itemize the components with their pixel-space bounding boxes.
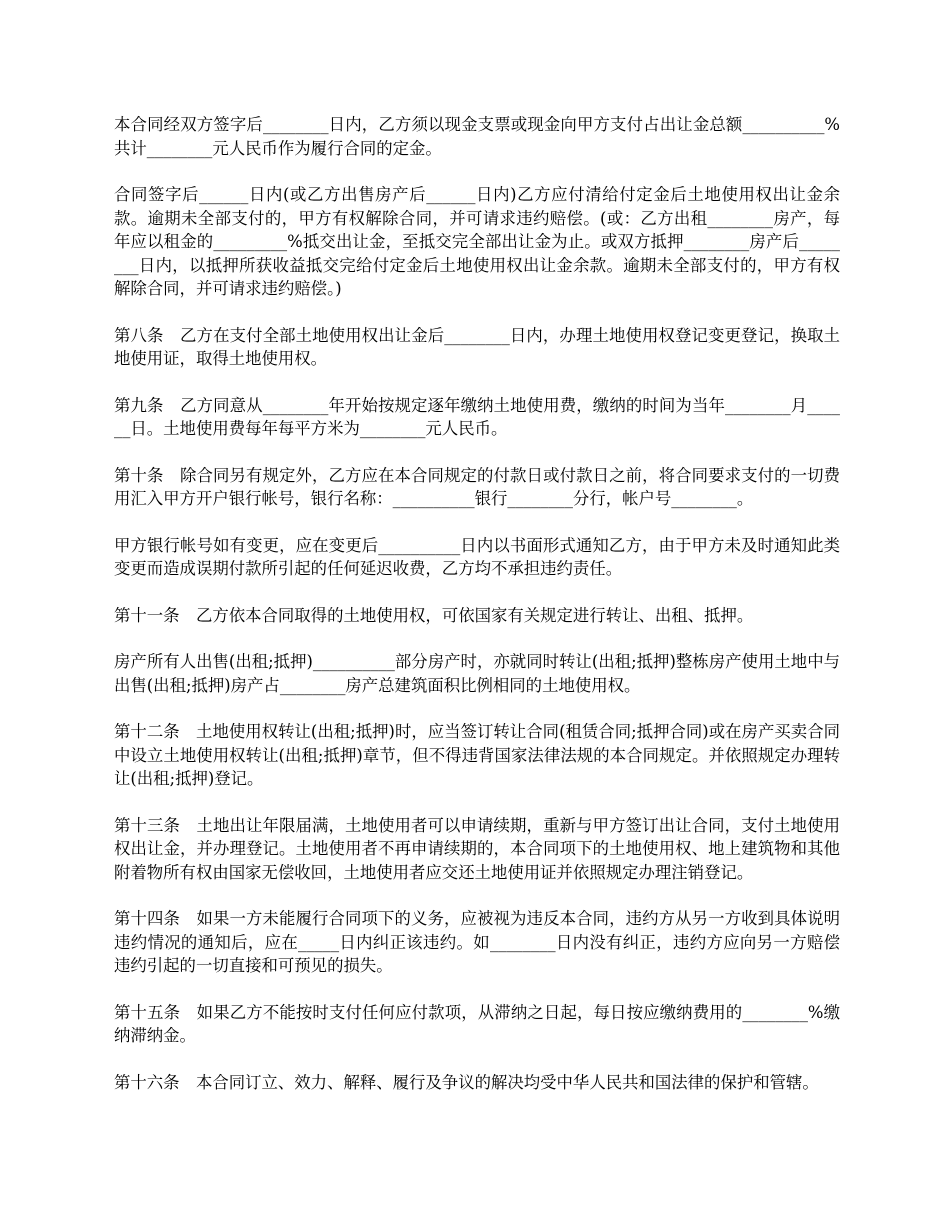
article-10: 第十条 除合同另有规定外，乙方应在本合同规定的付款日或付款日之前，将合同要求支付的一切费用汇入甲方开户银行帐号，银行名称：__________银行________分行，帐户号________。 xyxy=(114,465,840,508)
article-13: 第十三条 土地出让年限届满，土地使用者可以申请续期，重新与甲方签订出让合同，支付土地使用权出让金，并办理登记。土地使用者不再申请续期的，本合同项下的土地使用权、地上建筑物和其他附着物所有权由国家无偿收回，土地使用者应交还土地使用证并依照规定办理注销登记。 xyxy=(114,815,840,882)
paragraph-deposit: 本合同经双方签字后________日内，乙方须以现金支票或现金向甲方支付占出让金总额__________%共计________元人民币作为履行合同的定金。 xyxy=(114,115,840,158)
paragraph-property-transfer: 房产所有人出售(出租;抵押)__________部分房产时，亦就同时转让(出租;抵押)整栋房产使用土地中与出售(出租;抵押)房产占________房产总建筑面积比例相同的土地使用权。 xyxy=(114,652,840,695)
article-8: 第八条 乙方在支付全部土地使用权出让金后________日内，办理土地使用权登记变更登记，换取土地使用证，取得土地使用权。 xyxy=(114,325,840,368)
article-15: 第十五条 如果乙方不能按时支付任何应付款项，从滞纳之日起，每日按应缴纳费用的________%缴纳滞纳金。 xyxy=(114,1002,840,1045)
article-12: 第十二条 土地使用权转让(出租;抵押)时，应当签订转让合同(租赁合同;抵押合同)或在房产买卖合同中设立土地使用权转让(出租;抵押)章节，但不得违背国家法律法规的本合同规定。并依照规定办理转让(出租;抵押)登记。 xyxy=(114,722,840,788)
paragraph-balance-payment: 合同签字后______日内(或乙方出售房产后______日内)乙方应付清给付定金后土地使用权出让金余款。逾期未全部支付的，甲方有权解除合同，并可请求违约赔偿。(或：乙方出租________房产，每年应以租金的_________%抵交出让金，至抵交完全部出让金为止。或双方抵押________房产后________日内，以抵押所获收益抵交完给付定金后土地使用权出让金余款。逾期未全部支付的，甲方有权解除合同，并可请求违约赔偿。) xyxy=(114,185,840,298)
document-body xyxy=(114,113,840,1117)
article-11: 第十一条 乙方依本合同取得的土地使用权，可依国家有关规定进行转让、出租、抵押。 xyxy=(114,605,754,625)
article-14: 第十四条 如果一方未能履行合同项下的义务，应被视为违反本合同，违约方从另一方收到具体说明违约情况的通知后，应在_____日内纠正该违约。如________日内没有纠正，违约方应向另一方赔偿违约引起的一切直接和可预见的损失。 xyxy=(114,909,840,975)
article-16: 第十六条 本合同订立、效力、解释、履行及争议的解决均受中华人民共和国法律的保护和管辖。 xyxy=(114,1072,819,1092)
article-9: 第九条 乙方同意从________年开始按规定逐年缴纳土地使用费，缴纳的时间为当年________月______日。土地使用费每年每平方米为________元人民币。 xyxy=(114,395,840,438)
paragraph-bank-account-change: 甲方银行帐号如有变更，应在变更后__________日内以书面形式通知乙方，由于甲方未及时通知此类变更而造成误期付款所引起的任何延迟收费，乙方均不承担违约责任。 xyxy=(114,535,840,578)
